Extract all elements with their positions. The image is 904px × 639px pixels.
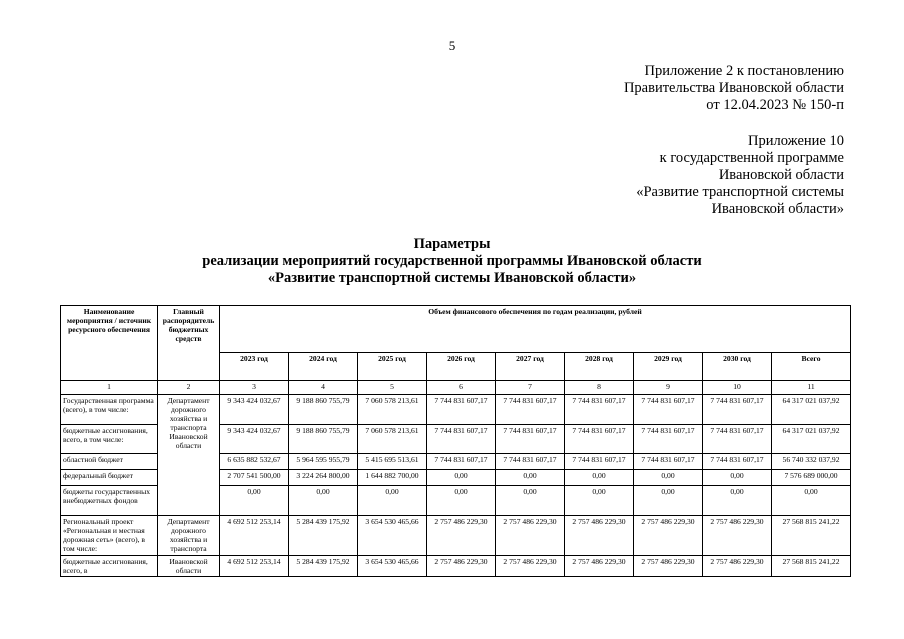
header-year: 2027 год [496,353,565,381]
budget-manager-cell: Департамент дорожного хозяйства и транспорта Ивановской области [158,395,220,516]
value-cell: 7 744 831 607,17 [565,395,634,425]
value-cell: 2 757 486 229,30 [634,556,703,577]
value-cell: 0,00 [427,486,496,516]
parameters-table [60,305,851,577]
header-year: 2029 год [634,353,703,381]
value-cell: 1 644 882 700,00 [358,470,427,486]
value-cell: 7 744 831 607,17 [634,425,703,454]
header-total: Всего [772,353,851,381]
budget-manager-cell: Департамент дорожного хозяйства и транспорта [158,516,220,556]
column-number: 10 [703,381,772,395]
value-cell: 2 757 486 229,30 [496,516,565,556]
value-cell: 2 757 486 229,30 [703,556,772,577]
value-cell: 0,00 [565,470,634,486]
header-year: 2025 год [358,353,427,381]
column-number: 7 [496,381,565,395]
value-cell: 2 757 486 229,30 [703,516,772,556]
value-cell: 5 284 439 175,92 [289,516,358,556]
header-year: 2024 год [289,353,358,381]
value-cell: 5 415 695 513,61 [358,454,427,470]
appendix-line: к государственной программе [659,150,844,166]
value-cell: 2 757 486 229,30 [565,516,634,556]
header-name-source: Наименование мероприятия / источник ресурсного обеспечения [61,306,158,381]
value-cell: 2 757 486 229,30 [427,556,496,577]
value-cell: 7 744 831 607,17 [427,395,496,425]
table-row [61,516,851,556]
value-cell: 7 060 578 213,61 [358,395,427,425]
value-cell: 7 744 831 607,17 [496,454,565,470]
appendix-line: Приложение 10 [748,133,844,149]
header-year: 2023 год [220,353,289,381]
value-cell: 9 343 424 032,67 [220,425,289,454]
table-row [61,556,851,577]
value-cell: 3 224 264 800,00 [289,470,358,486]
appendix-line: от 12.04.2023 № 150-п [706,97,844,113]
value-cell: 2 757 486 229,30 [427,516,496,556]
row-name: бюджетные ассигнования, всего, в том числе: [61,425,158,454]
value-cell: 0,00 [634,470,703,486]
value-cell: 64 317 021 037,92 [772,425,851,454]
value-cell: 7 744 831 607,17 [703,454,772,470]
value-cell: 0,00 [703,470,772,486]
value-cell: 4 692 512 253,14 [220,516,289,556]
value-cell: 0,00 [496,486,565,516]
value-cell: 7 744 831 607,17 [427,425,496,454]
value-cell: 7 744 831 607,17 [496,395,565,425]
appendix-2-block [624,63,844,114]
value-cell: 0,00 [496,470,565,486]
column-number: 3 [220,381,289,395]
value-cell: 27 568 815 241,22 [772,516,851,556]
appendix-line: Приложение 2 к постановлению [644,63,844,79]
header-funding-by-year: Объем финансового обеспечения по годам реализации, рублей [220,306,851,353]
value-cell: 56 740 332 037,92 [772,454,851,470]
row-name: федеральный бюджет [61,470,158,486]
row-name: областной бюджет [61,454,158,470]
value-cell: 7 744 831 607,17 [565,425,634,454]
value-cell: 64 317 021 037,92 [772,395,851,425]
value-cell: 0,00 [703,486,772,516]
row-name: Государственная программа (всего), в том числе: [61,395,158,425]
row-name: Региональный проект «Региональная и местная дорожная сеть» (всего), в том числе: [61,516,158,556]
title-line: Параметры [413,236,491,252]
value-cell: 9 188 860 755,79 [289,425,358,454]
column-number: 2 [158,381,220,395]
value-cell: 7 576 689 000,00 [772,470,851,486]
column-number: 6 [427,381,496,395]
value-cell: 7 744 831 607,17 [634,454,703,470]
value-cell: 7 744 831 607,17 [634,395,703,425]
value-cell: 4 692 512 253,14 [220,556,289,577]
page-number: 5 [448,38,456,53]
document-title [0,236,904,287]
row-name: бюджеты государственных внебюджетных фондов [61,486,158,516]
value-cell: 9 188 860 755,79 [289,395,358,425]
value-cell: 2 757 486 229,30 [634,516,703,556]
value-cell: 2 707 541 500,00 [220,470,289,486]
value-cell: 7 744 831 607,17 [703,395,772,425]
value-cell: 0,00 [289,486,358,516]
column-number: 8 [565,381,634,395]
appendix-line: Ивановской области [718,167,844,183]
appendix-line: «Развитие транспортной системы [636,184,844,200]
appendix-line: Правительства Ивановской области [623,80,844,96]
row-name: бюджетные ассигнования, всего, в [61,556,158,577]
value-cell: 0,00 [358,486,427,516]
value-cell: 27 568 815 241,22 [772,556,851,577]
value-cell: 7 744 831 607,17 [703,425,772,454]
value-cell: 7 744 831 607,17 [427,454,496,470]
value-cell: 3 654 530 465,66 [358,556,427,577]
title-line: реализации мероприятий государственной программы Ивановской области [202,253,702,269]
header-year: 2026 год [427,353,496,381]
budget-manager-cell: Ивановской области [158,556,220,577]
value-cell: 0,00 [220,486,289,516]
table-row [61,395,851,425]
appendix-line: Ивановской области» [711,201,844,217]
value-cell: 5 284 439 175,92 [289,556,358,577]
value-cell: 2 757 486 229,30 [565,556,634,577]
value-cell: 0,00 [427,470,496,486]
value-cell: 9 343 424 032,67 [220,395,289,425]
value-cell: 3 654 530 465,66 [358,516,427,556]
column-number: 5 [358,381,427,395]
value-cell: 0,00 [565,486,634,516]
value-cell: 7 744 831 607,17 [565,454,634,470]
value-cell: 0,00 [772,486,851,516]
header-budget-manager: Главный распорядитель бюджетных средств [158,306,220,381]
title-line: «Развитие транспортной системы Ивановской области» [267,270,637,286]
column-number: 4 [289,381,358,395]
header-year: 2030 год [703,353,772,381]
column-number: 11 [772,381,851,395]
column-number: 9 [634,381,703,395]
value-cell: 5 964 595 955,79 [289,454,358,470]
value-cell: 2 757 486 229,30 [496,556,565,577]
appendix-10-block [636,133,844,218]
value-cell: 7 060 578 213,61 [358,425,427,454]
value-cell: 7 744 831 607,17 [496,425,565,454]
value-cell: 6 635 882 532,67 [220,454,289,470]
value-cell: 0,00 [634,486,703,516]
header-year: 2028 год [565,353,634,381]
column-number: 1 [61,381,158,395]
